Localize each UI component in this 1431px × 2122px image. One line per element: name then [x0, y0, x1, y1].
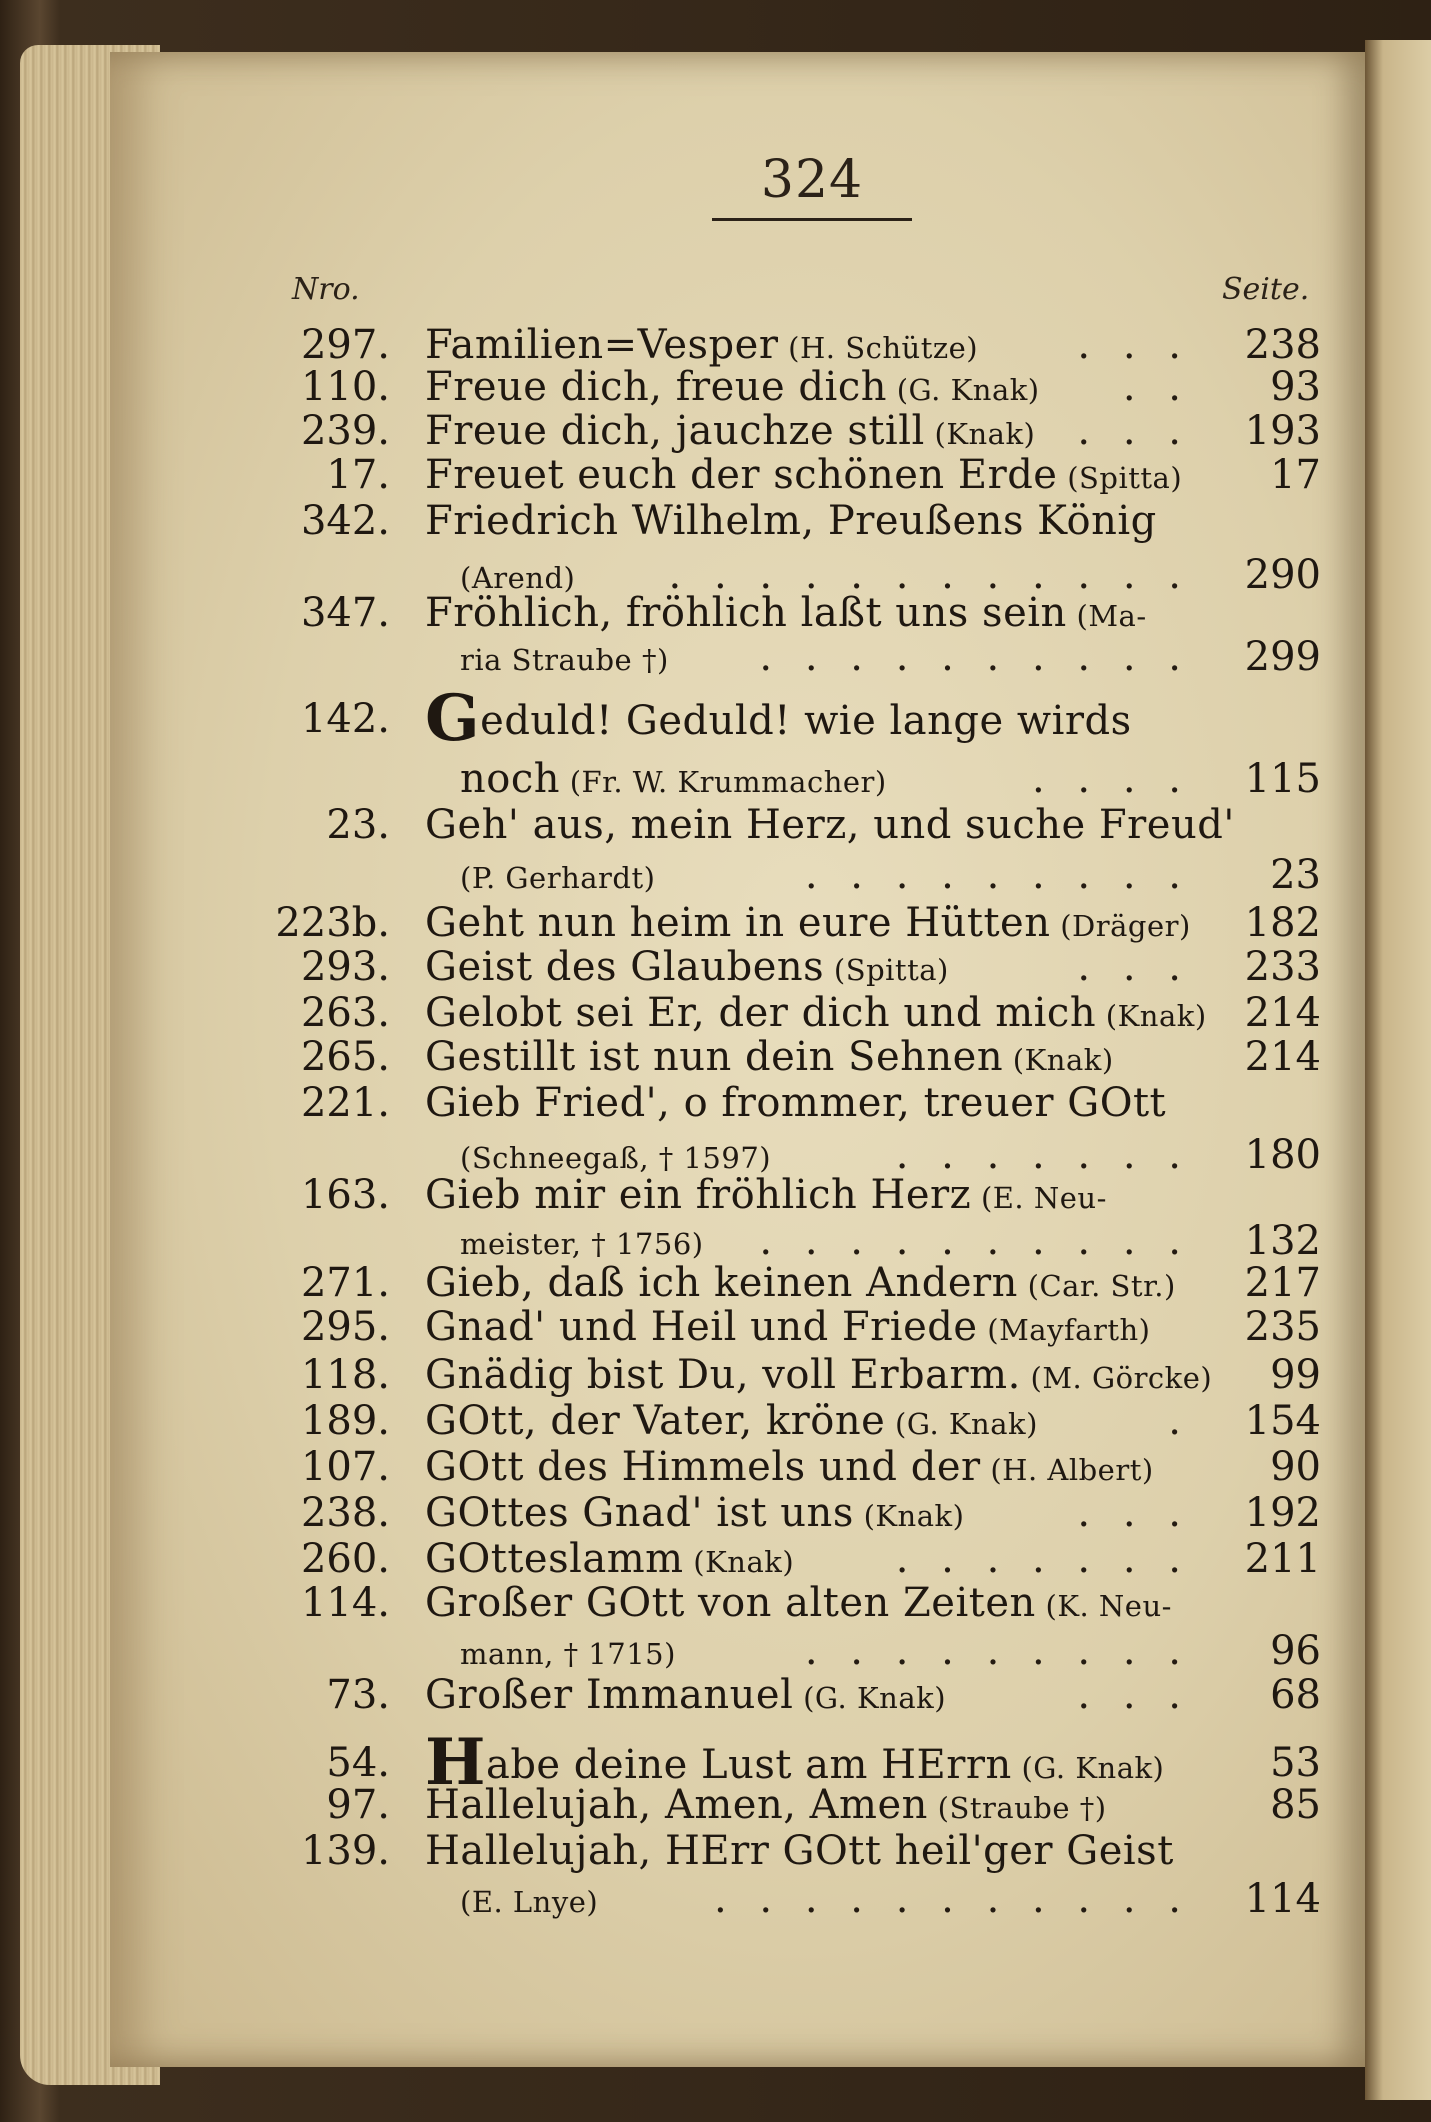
hymn-number: 260. [300, 1536, 390, 1582]
hymn-number: 238. [300, 1490, 390, 1536]
index-line [0, 1672, 1431, 1718]
index-line [0, 1628, 1431, 1674]
hymn-author: (Arend) [460, 561, 576, 595]
hymn-title-text: Fröhlich, fröhlich laßt uns sein [425, 590, 1067, 636]
hymn-number: 142. [300, 696, 390, 742]
hymn-number: 239. [300, 408, 390, 454]
hymn-title [425, 1304, 1150, 1353]
hymn-title [425, 1782, 1107, 1831]
index-line [0, 802, 1431, 848]
index-line [0, 1444, 1431, 1490]
hymn-title [425, 498, 1157, 544]
hymn-title-text: Gieb mir ein fröhlich Herz [425, 1172, 972, 1218]
page-reference: 182 [1244, 900, 1321, 946]
page-reference: 114 [1244, 1876, 1321, 1922]
hymn-author: (G. Knak) [1011, 1751, 1165, 1785]
hymn-number: 97. [326, 1782, 390, 1828]
index-line [0, 634, 1431, 680]
hymn-title-text: GOtt, der Vater, kröne [425, 1398, 886, 1444]
page-reference: 211 [1244, 1536, 1321, 1582]
hymn-title-text: Gnad' und Heil und Friede [425, 1304, 978, 1350]
hymn-title [425, 1580, 1172, 1629]
hymn-author: (Mayfarth) [977, 1313, 1151, 1347]
hymn-author: (Dräger) [1050, 909, 1191, 943]
index-line [0, 364, 1431, 410]
hymn-number: 297. [300, 322, 390, 368]
hymn-author: (P. Gerhardt) [460, 861, 656, 895]
hymn-number: 221. [300, 1080, 390, 1126]
index-line [0, 1876, 1431, 1922]
dot-leaders: . . . . . . . [895, 1536, 1191, 1582]
hymn-title [425, 1352, 1212, 1401]
hymn-title-text: Gelobt sei Er, der dich und mich [425, 990, 1097, 1036]
hymn-title-text: abe deine Lust am HErrn [485, 1742, 1012, 1788]
page-reference: 90 [1270, 1444, 1321, 1490]
index-line [0, 1260, 1431, 1306]
hymn-number: 342. [300, 498, 390, 544]
page-reference: 290 [1244, 552, 1321, 598]
dot-leaders: . . . [1077, 322, 1191, 368]
hymn-number: 17. [326, 452, 390, 498]
hymn-number: 114. [300, 1580, 390, 1626]
page-reference: 115 [1244, 756, 1321, 802]
hymn-title [425, 944, 949, 993]
index-line [0, 1034, 1431, 1080]
hymn-author: (Car. Str.) [1017, 1269, 1176, 1303]
page-reference: 193 [1244, 408, 1321, 454]
index-line [0, 900, 1431, 946]
hymn-author: (Knak) [1096, 999, 1207, 1033]
index-line [0, 1352, 1431, 1398]
hymn-title [425, 408, 1035, 457]
hymn-title [425, 1260, 1176, 1309]
hymn-title [460, 852, 655, 901]
hymn-number: 110. [300, 364, 390, 410]
hymn-author: (Straube †) [927, 1791, 1107, 1825]
dot-leaders: . . . [1077, 408, 1191, 454]
page-reference: 68 [1270, 1672, 1321, 1718]
hymn-title [460, 1628, 676, 1677]
index-line [0, 1782, 1431, 1828]
hymn-title [425, 1172, 1107, 1221]
hymn-title-text: Familien=Vesper [425, 322, 779, 368]
hymn-author: (M. Görcke) [1020, 1361, 1213, 1395]
hymn-title-text: Geh' aus, mein Herz, und suche Freud' [425, 802, 1235, 848]
hymn-title-text: noch [460, 756, 561, 802]
drop-initial: H [425, 1725, 486, 1800]
dot-leaders: . [1168, 1398, 1191, 1444]
dot-leaders: . . [1122, 364, 1191, 410]
hymn-number: 189. [300, 1398, 390, 1444]
index-line [0, 590, 1431, 636]
hymn-author: (G. Knak) [887, 373, 1040, 407]
dot-leaders: . . . . . . . . . . [759, 634, 1191, 680]
page-reference: 23 [1270, 852, 1321, 898]
dot-leaders: . . . [1077, 1672, 1191, 1718]
dot-leaders: . . . . . . . . . . [759, 1218, 1191, 1264]
page-reference: 235 [1244, 1304, 1321, 1350]
index-line [0, 1304, 1431, 1350]
hymn-number: 293. [300, 944, 390, 990]
page-reference: 180 [1244, 1132, 1321, 1178]
hymn-title [425, 1034, 1114, 1083]
page-reference: 132 [1244, 1218, 1321, 1264]
hymn-number: 139. [300, 1828, 390, 1874]
hymn-title-text: Gieb Fried', o frommer, treuer GOtt [425, 1080, 1167, 1126]
index-line [0, 1172, 1431, 1218]
column-header-number: Nro. [292, 272, 360, 307]
index-line [0, 852, 1431, 898]
hymn-title [425, 1536, 794, 1585]
index-line [0, 498, 1431, 544]
dot-leaders: . . . . [1031, 756, 1191, 802]
hymn-author: meister, † 1756) [460, 1227, 704, 1261]
dot-leaders: . . . . . . . . . . . [713, 1876, 1191, 1922]
hymn-author: ria Straube †) [460, 643, 669, 677]
index-line [0, 1580, 1431, 1626]
index-line [0, 1490, 1431, 1536]
page-reference: 299 [1244, 634, 1321, 680]
hymn-number: 118. [300, 1352, 390, 1398]
page-reference: 85 [1270, 1782, 1321, 1828]
hymn-title-text: Großer Immanuel [425, 1672, 794, 1718]
index-line [0, 408, 1431, 454]
index-line [0, 681, 1431, 756]
hymn-author: (Spitta) [1057, 461, 1183, 495]
dot-leaders: . . . . . . . . . [804, 852, 1191, 898]
page-reference: 214 [1244, 1034, 1321, 1080]
index-line [0, 1218, 1431, 1264]
hymn-title [425, 681, 1132, 756]
index-line [0, 1536, 1431, 1582]
hymn-title [425, 452, 1182, 501]
hymn-title [425, 1490, 964, 1539]
index-line [0, 1080, 1431, 1126]
page-reference: 93 [1270, 364, 1321, 410]
hymn-author: (G. Knak) [793, 1681, 947, 1715]
page-reference: 99 [1270, 1352, 1321, 1398]
hymn-title-text: GOtteslamm [425, 1536, 684, 1582]
hymn-number: 107. [300, 1444, 390, 1490]
hymn-title [425, 990, 1207, 1039]
hymn-number: 163. [300, 1172, 390, 1218]
hymn-title-text: Großer GOtt von alten Zeiten [425, 1580, 1036, 1626]
hymn-author: (Knak) [924, 417, 1036, 451]
hymn-title [425, 1672, 946, 1721]
page-reference: 214 [1244, 990, 1321, 1036]
index-line [0, 990, 1431, 1036]
hymn-number: 73. [326, 1672, 390, 1718]
hymn-author: mann, † 1715) [460, 1637, 676, 1671]
hymn-title [425, 1080, 1166, 1126]
hymn-title [425, 802, 1235, 848]
index-line [0, 1398, 1431, 1444]
page-reference: 217 [1244, 1260, 1321, 1306]
hymn-title-text: Hallelujah, Amen, Amen [425, 1782, 928, 1828]
hymn-title-text: Gieb, daß ich keinen Andern [425, 1260, 1018, 1306]
hymn-title [460, 1876, 598, 1925]
page-reference: 17 [1270, 452, 1321, 498]
hymn-author: (Knak) [683, 1545, 795, 1579]
hymn-author: (E. Lnye) [460, 1885, 599, 1919]
hymn-author: (Fr. W. Krummacher) [560, 765, 887, 799]
page-reference: 238 [1244, 322, 1321, 368]
drop-initial: G [425, 681, 481, 756]
hymn-title-text: Gnädig bist Du, voll Erbarm. [425, 1352, 1021, 1398]
hymn-number: 295. [300, 1304, 390, 1350]
page-reference: 154 [1244, 1398, 1321, 1444]
dot-leaders: . . . . . . . . . [804, 1628, 1191, 1674]
hymn-number: 263. [300, 990, 390, 1036]
hymn-title [460, 756, 887, 805]
hymn-author: (Spitta) [824, 953, 949, 987]
hymn-title-text: Geht nun heim in eure Hütten [425, 900, 1051, 946]
hymn-title-text: Freue dich, jauchze still [425, 408, 925, 454]
hymn-number: 265. [300, 1034, 390, 1080]
hymn-number: 23. [326, 802, 390, 848]
hymn-author: (Schneegaß, † 1597) [460, 1141, 772, 1175]
hymn-author: (H. Albert) [980, 1453, 1154, 1487]
hymn-author: (Knak) [853, 1499, 965, 1533]
hymn-title [425, 900, 1191, 949]
page-reference: 233 [1244, 944, 1321, 990]
hymn-title-text: GOttes Gnad' ist uns [425, 1490, 854, 1536]
index-line [0, 452, 1431, 498]
dot-leaders: . . . . . . . [895, 1132, 1191, 1178]
hymn-author: (Ma- [1066, 599, 1147, 633]
hymn-title-text: Hallelujah, HErr GOtt heil'ger Geist [425, 1828, 1174, 1874]
index-line [0, 1725, 1431, 1800]
index-line [0, 756, 1431, 802]
hymn-number: 54. [326, 1740, 390, 1786]
hymn-title-text: Geist des Glaubens [425, 944, 825, 990]
dot-leaders: . . . [1077, 944, 1191, 990]
column-header-page: Seite. [1222, 272, 1310, 307]
index-line [0, 1828, 1431, 1874]
index-line [0, 322, 1431, 368]
hymn-title [425, 590, 1147, 639]
page-reference: 53 [1270, 1740, 1321, 1786]
hymn-title-text: eduld! Geduld! wie lange wirds [480, 698, 1132, 744]
hymn-title [425, 1828, 1174, 1874]
page-reference: 192 [1244, 1490, 1321, 1536]
hymn-author: (E. Neu- [971, 1181, 1107, 1215]
hymn-title [460, 634, 669, 683]
hymn-title-text: GOtt des Himmels und der [425, 1444, 981, 1490]
hymn-author: (K. Neu- [1035, 1589, 1172, 1623]
hymn-number: 347. [300, 590, 390, 636]
hymn-title [425, 1444, 1154, 1493]
hymn-number: 223b. [275, 900, 390, 946]
page-reference: 96 [1270, 1628, 1321, 1674]
hymn-title [425, 364, 1040, 413]
hymn-title-text: Freuet euch der schönen Erde [425, 452, 1058, 498]
hymn-title [425, 1398, 1038, 1447]
hymn-author: (Knak) [1003, 1043, 1114, 1077]
hymn-author: (H. Schütze) [778, 331, 979, 365]
hymn-number: 271. [300, 1260, 390, 1306]
hymn-author: (G. Knak) [885, 1407, 1038, 1441]
index-line [0, 944, 1431, 990]
hymn-title-text: Friedrich Wilhelm, Preußens König [425, 498, 1157, 544]
page-number: 324 [760, 150, 864, 210]
hymn-title-text: Gestillt ist nun dein Sehnen [425, 1034, 1004, 1080]
dot-leaders: . . . . . . . . . . . . [668, 552, 1191, 598]
dot-leaders: . . . [1077, 1490, 1191, 1536]
hymn-title-text: Freue dich, freue dich [425, 364, 887, 410]
